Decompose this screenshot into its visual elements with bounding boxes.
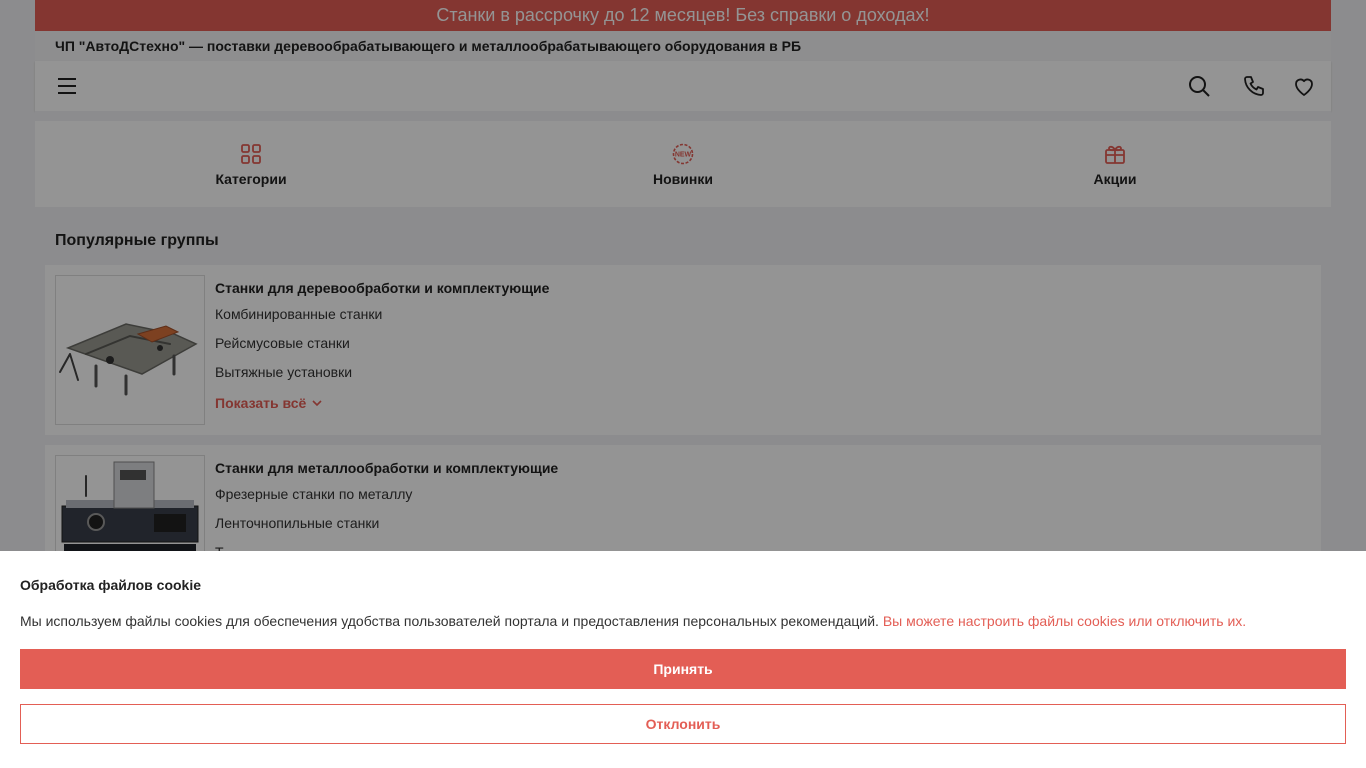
promo-banner[interactable]: Станки в рассрочку до 12 месяцев! Без справки о доходах! xyxy=(35,0,1331,31)
cookie-banner xyxy=(0,551,1366,768)
cookie-settings-link[interactable]: Вы можете настроить файлы cookies или отключить их. xyxy=(882,613,1247,629)
group-link[interactable]: Комбинированные станки xyxy=(215,306,383,322)
cookie-description: Мы используем файлы cookies для обеспечения удобства пользователей портала и предоставления персональных рекомендаций. xyxy=(20,613,879,629)
show-all-label: Показать всё xyxy=(215,395,307,411)
group-title[interactable]: Станки для деревообработки и комплектующие xyxy=(215,280,550,296)
cookie-title: Обработка файлов cookie xyxy=(20,577,202,593)
group-link[interactable]: Рейсмусовые станки xyxy=(215,335,350,351)
group-title[interactable]: Станки для металлообработки и комплектующие xyxy=(215,460,559,476)
svg-text:NEW: NEW xyxy=(674,151,692,159)
company-line: ЧП "АвтоДСтехно" — поставки деревообрабатывающего и металлообрабатывающего оборудования в РБ xyxy=(35,31,1331,61)
accept-button[interactable]: Принять xyxy=(20,649,1346,689)
popular-groups-title: Популярные группы xyxy=(55,232,219,249)
group-link[interactable]: Ленточнопильные станки xyxy=(215,515,380,531)
cookie-text xyxy=(20,613,1346,629)
group-link[interactable]: Фрезерные станки по металлу xyxy=(215,486,413,502)
quick-nav-label: Новинки xyxy=(653,170,713,187)
quick-nav-label: Акции xyxy=(1093,170,1137,187)
group-link[interactable]: Вытяжные установки xyxy=(215,364,353,380)
decline-button[interactable]: Отклонить xyxy=(20,704,1346,744)
quick-nav-label: Категории xyxy=(215,170,287,187)
